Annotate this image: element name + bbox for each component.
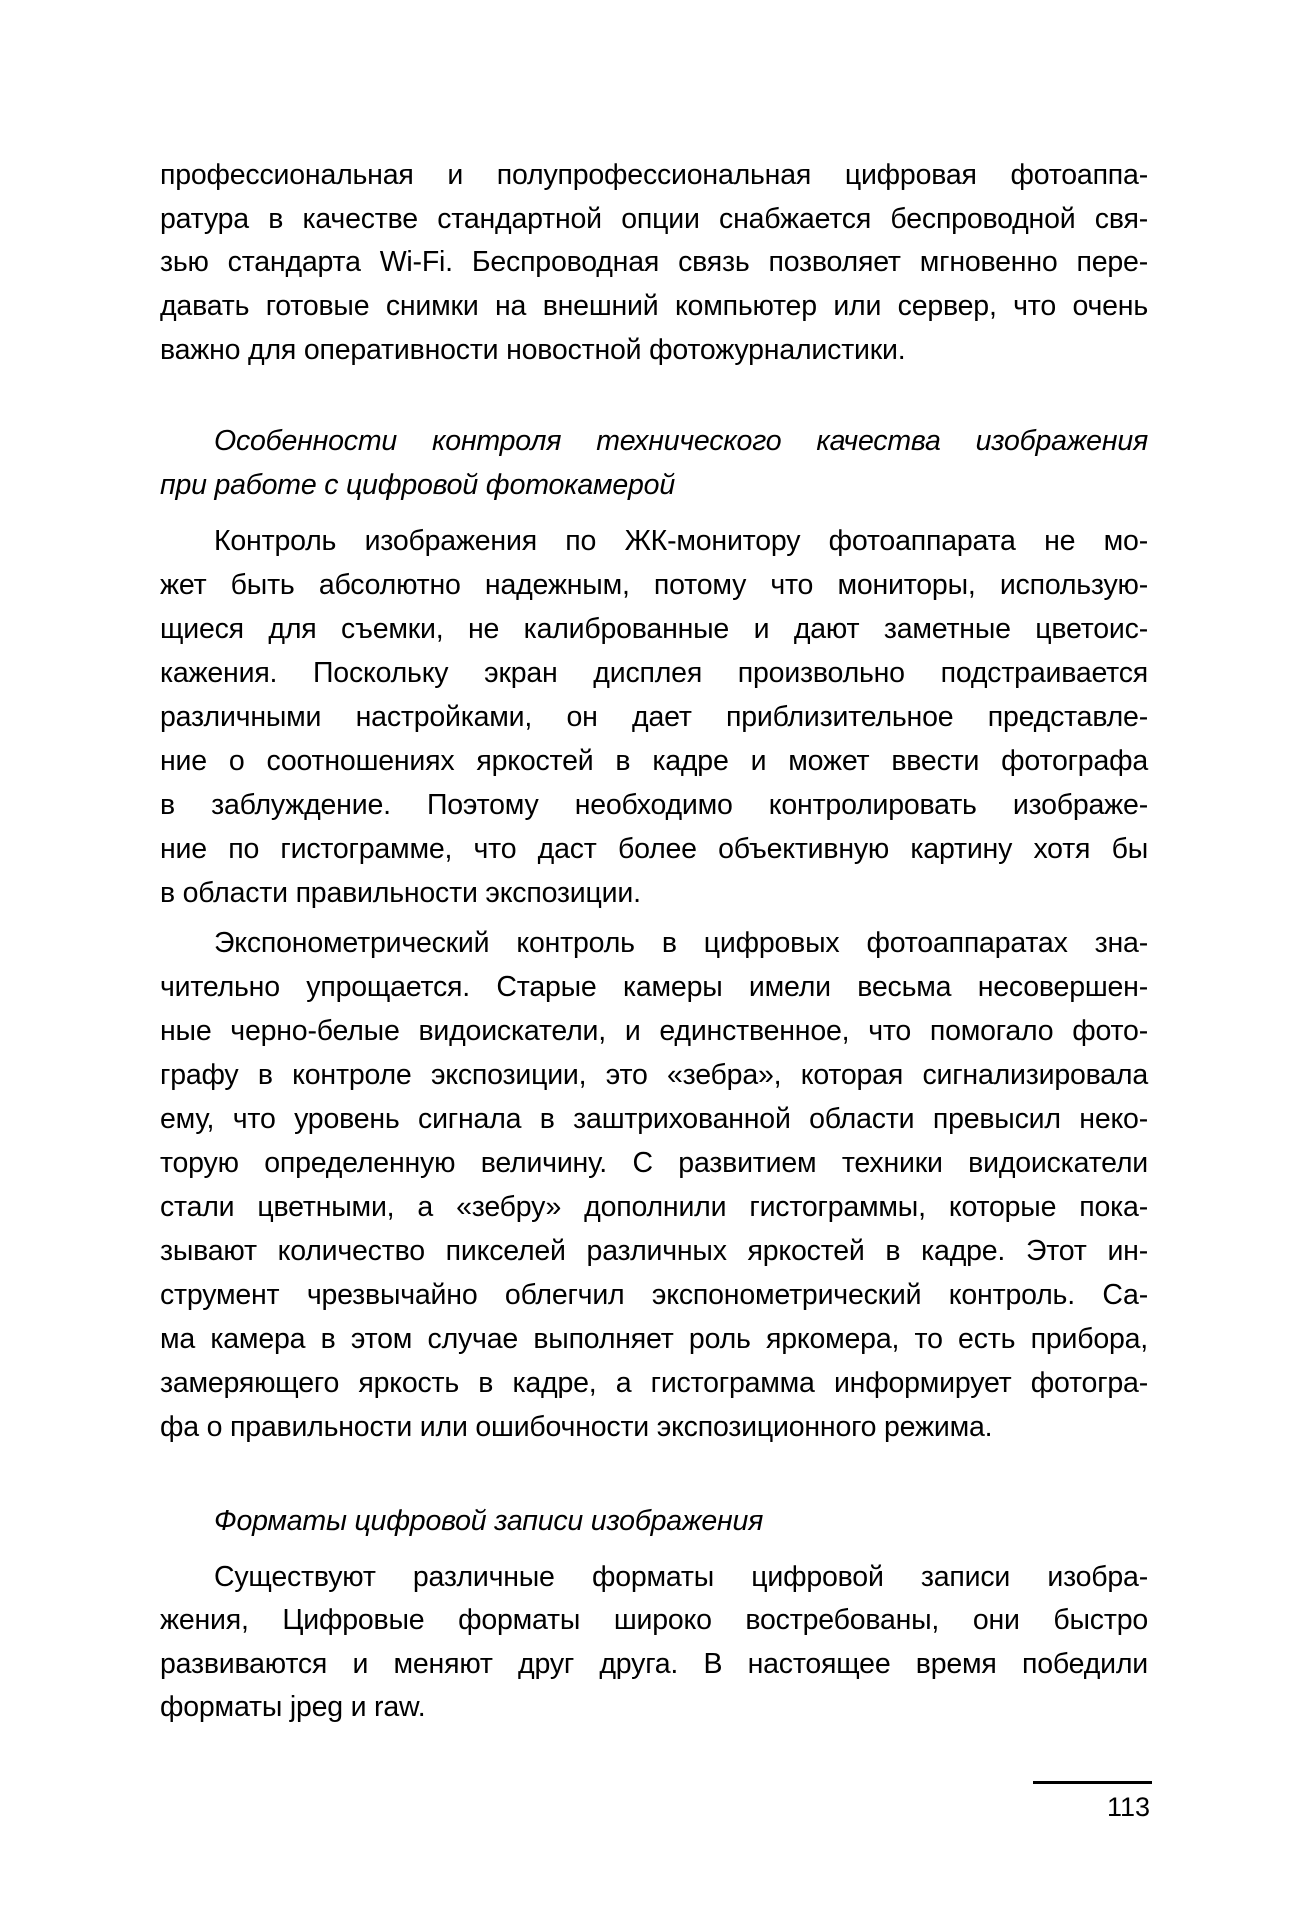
text-line: замеряющего яркость в кадре, а гистограмма информирует фотогра-	[160, 1367, 1148, 1399]
text-line: жет быть абсолютно надежным, потому что мониторы, использую-	[160, 569, 1148, 601]
text-line: давать готовые снимки на внешний компьютер или сервер, что очень	[160, 290, 1148, 322]
text-line: зью стандарта Wi-Fi. Беспроводная связь позволяет мгновенно пере-	[160, 246, 1148, 278]
text-line: Экспонометрический контроль в цифровых фотоаппаратах зна-	[214, 927, 1148, 959]
text-line: торую определенную величину. С развитием техники видоискатели	[160, 1147, 1148, 1179]
text-line: Контроль изображения по ЖК-монитору фотоаппарата не мо-	[214, 525, 1148, 557]
heading-line: Форматы цифровой записи изображения	[214, 1505, 764, 1537]
text-line: стали цветными, а «зебру» дополнили гистограммы, которые пока-	[160, 1191, 1148, 1223]
text-line: ние по гистограмме, что даст более объективную картину хотя бы	[160, 833, 1148, 865]
text-line: в области правильности экспозиции.	[160, 877, 641, 909]
text-line: щиеся для съемки, не калиброванные и дают заметные цветоис-	[160, 613, 1148, 645]
heading-line: при работе с цифровой фотокамерой	[160, 469, 675, 501]
text-line: зывают количество пикселей различных яркостей в кадре. Этот ин-	[160, 1235, 1148, 1267]
text-line: развиваются и меняют друг друга. В настоящее время победили	[160, 1648, 1148, 1680]
text-line: фа о правильности или ошибочности экспозиционного режима.	[160, 1411, 993, 1443]
text-line: ные черно-белые видоискатели, и единственное, что помогало фото-	[160, 1015, 1148, 1047]
text-line: струмент чрезвычайно облегчил экспонометрический контроль. Са-	[160, 1279, 1148, 1311]
text-line: профессиональная и полупрофессиональная цифровая фотоаппа-	[160, 159, 1148, 191]
page-number: 113	[1106, 1792, 1150, 1822]
text-line: форматы jpeg и raw.	[160, 1691, 426, 1723]
text-line: ратура в качестве стандартной опции снабжается беспроводной свя-	[160, 203, 1148, 235]
text-line: ему, что уровень сигнала в заштрихованной области превысил неко-	[160, 1103, 1148, 1135]
text-line: ние о соотношениях яркостей в кадре и может ввести фотографа	[160, 745, 1148, 777]
text-line: графу в контроле экспозиции, это «зебра», которая сигнализировала	[160, 1059, 1148, 1091]
text-line: чительно упрощается. Старые камеры имели весьма несовершен-	[160, 971, 1148, 1003]
text-line: важно для оперативности новостной фотожурналистики.	[160, 334, 906, 366]
text-line: Существуют различные форматы цифровой записи изобра-	[214, 1561, 1148, 1593]
text-line: ма камера в этом случае выполняет роль яркомера, то есть прибора,	[160, 1323, 1148, 1355]
heading-line: Особенности контроля технического качества изображения	[214, 425, 1148, 457]
text-line: в заблуждение. Поэтому необходимо контролировать изображе-	[160, 789, 1148, 821]
footer-rule	[1033, 1781, 1152, 1784]
text-line: жения, Цифровые форматы широко востребованы, они быстро	[160, 1604, 1148, 1636]
text-line: различными настройками, он дает приблизительное представле-	[160, 701, 1148, 733]
text-line: кажения. Поскольку экран дисплея произвольно подстраивается	[160, 657, 1148, 689]
